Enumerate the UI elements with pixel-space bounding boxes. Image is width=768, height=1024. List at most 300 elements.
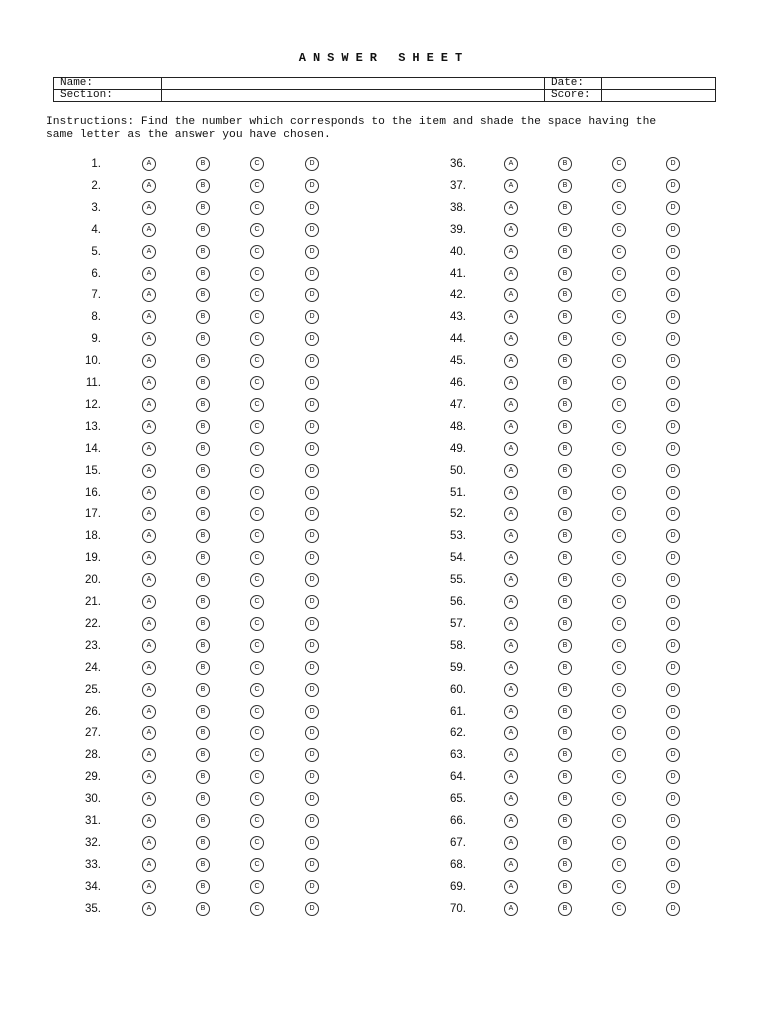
bubble-b[interactable]: B <box>196 464 210 478</box>
bubble-d[interactable]: D <box>666 683 680 697</box>
bubble-b[interactable]: B <box>196 726 210 740</box>
bubble-d[interactable]: D <box>666 354 680 368</box>
bubble-c[interactable]: C <box>612 595 626 609</box>
bubble-c[interactable]: C <box>612 310 626 324</box>
bubble-a[interactable]: A <box>142 617 156 631</box>
bubble-b[interactable]: B <box>196 770 210 784</box>
answer-row <box>0 507 768 525</box>
bubble-b[interactable]: B <box>558 245 572 259</box>
item-number: 56. <box>450 596 466 608</box>
bubble-c[interactable]: C <box>250 836 264 850</box>
bubble-a[interactable]: A <box>504 858 518 872</box>
bubble-b[interactable]: B <box>196 836 210 850</box>
bubble-c[interactable]: C <box>250 507 264 521</box>
bubble-b[interactable]: B <box>196 354 210 368</box>
bubble-a[interactable]: A <box>504 617 518 631</box>
bubble-a[interactable]: A <box>142 705 156 719</box>
answer-row <box>0 595 768 613</box>
bubble-b[interactable]: B <box>196 617 210 631</box>
bubble-b[interactable]: B <box>196 179 210 193</box>
bubble-b[interactable]: B <box>558 836 572 850</box>
bubble-d[interactable]: D <box>305 267 319 281</box>
bubble-b[interactable]: B <box>196 595 210 609</box>
bubble-b[interactable]: B <box>558 267 572 281</box>
bubble-c[interactable]: C <box>250 726 264 740</box>
bubble-a[interactable]: A <box>142 726 156 740</box>
bubble-c[interactable]: C <box>612 858 626 872</box>
bubble-a[interactable]: A <box>504 376 518 390</box>
bubble-a[interactable]: A <box>504 332 518 346</box>
bubble-d[interactable]: D <box>666 486 680 500</box>
bubble-d[interactable]: D <box>305 201 319 215</box>
bubble-c[interactable]: C <box>250 617 264 631</box>
bubble-d[interactable]: D <box>666 573 680 587</box>
bubble-d[interactable]: D <box>666 310 680 324</box>
bubble-c[interactable]: C <box>250 179 264 193</box>
bubble-d[interactable]: D <box>305 157 319 171</box>
bubble-b[interactable]: B <box>196 814 210 828</box>
bubble-b[interactable]: B <box>196 223 210 237</box>
bubble-c[interactable]: C <box>612 157 626 171</box>
bubble-d[interactable]: D <box>666 858 680 872</box>
bubble-b[interactable]: B <box>196 748 210 762</box>
bubble-a[interactable]: A <box>142 529 156 543</box>
bubble-a[interactable]: A <box>142 332 156 346</box>
answer-row <box>0 398 768 416</box>
bubble-d[interactable]: D <box>305 661 319 675</box>
bubble-b[interactable]: B <box>196 880 210 894</box>
bubble-c[interactable]: C <box>612 398 626 412</box>
bubble-d[interactable]: D <box>305 529 319 543</box>
bubble-b[interactable]: B <box>196 201 210 215</box>
bubble-b[interactable]: B <box>196 573 210 587</box>
bubble-d[interactable]: D <box>666 726 680 740</box>
bubble-a[interactable]: A <box>142 223 156 237</box>
item-number: 9. <box>91 333 101 346</box>
bubble-d[interactable]: D <box>666 770 680 784</box>
bubble-d[interactable]: D <box>666 902 680 916</box>
bubble-c[interactable]: C <box>612 836 626 850</box>
bubble-c[interactable]: C <box>612 551 626 565</box>
bubble-d[interactable]: D <box>305 639 319 653</box>
bubble-c[interactable]: C <box>250 420 264 434</box>
answer-row <box>0 705 768 723</box>
bubble-a[interactable]: A <box>142 398 156 412</box>
bubble-b[interactable]: B <box>558 310 572 324</box>
bubble-d[interactable]: D <box>666 529 680 543</box>
bubble-a[interactable]: A <box>142 354 156 368</box>
bubble-c[interactable]: C <box>612 792 626 806</box>
bubble-b[interactable]: B <box>196 683 210 697</box>
bubble-d[interactable]: D <box>666 551 680 565</box>
bubble-b[interactable]: B <box>196 245 210 259</box>
bubble-d[interactable]: D <box>666 245 680 259</box>
answer-row <box>0 683 768 701</box>
bubble-a[interactable]: A <box>504 661 518 675</box>
date-field[interactable] <box>602 78 716 90</box>
bubble-b[interactable]: B <box>558 529 572 543</box>
bubble-b[interactable]: B <box>558 157 572 171</box>
bubble-d[interactable]: D <box>666 201 680 215</box>
bubble-a[interactable]: A <box>504 288 518 302</box>
bubble-c[interactable]: C <box>612 486 626 500</box>
bubble-c[interactable]: C <box>612 573 626 587</box>
bubble-d[interactable]: D <box>305 464 319 478</box>
bubble-a[interactable]: A <box>504 748 518 762</box>
bubble-d[interactable]: D <box>305 770 319 784</box>
bubble-a[interactable]: A <box>504 245 518 259</box>
answer-row <box>0 617 768 635</box>
bubble-a[interactable]: A <box>142 661 156 675</box>
bubble-a[interactable]: A <box>142 573 156 587</box>
bubble-b[interactable]: B <box>558 814 572 828</box>
bubble-b[interactable]: B <box>196 902 210 916</box>
bubble-d[interactable]: D <box>305 420 319 434</box>
bubble-b[interactable]: B <box>196 858 210 872</box>
bubble-c[interactable]: C <box>612 617 626 631</box>
bubble-c[interactable]: C <box>612 420 626 434</box>
bubble-a[interactable]: A <box>504 398 518 412</box>
bubble-c[interactable]: C <box>250 880 264 894</box>
bubble-b[interactable]: B <box>196 420 210 434</box>
bubble-b[interactable]: B <box>196 551 210 565</box>
bubble-b[interactable]: B <box>558 464 572 478</box>
bubble-d[interactable]: D <box>666 836 680 850</box>
bubble-d[interactable]: D <box>666 814 680 828</box>
bubble-a[interactable]: A <box>504 705 518 719</box>
bubble-d[interactable]: D <box>305 245 319 259</box>
bubble-a[interactable]: A <box>142 157 156 171</box>
bubble-a[interactable]: A <box>504 201 518 215</box>
bubble-b[interactable]: B <box>196 376 210 390</box>
bubble-d[interactable]: D <box>666 442 680 456</box>
bubble-a[interactable]: A <box>142 420 156 434</box>
bubble-c[interactable]: C <box>250 332 264 346</box>
bubble-a[interactable]: A <box>504 310 518 324</box>
bubble-b[interactable]: B <box>558 792 572 806</box>
bubble-a[interactable]: A <box>142 814 156 828</box>
bubble-b[interactable]: B <box>558 639 572 653</box>
bubble-c[interactable]: C <box>612 223 626 237</box>
bubble-c[interactable]: C <box>250 486 264 500</box>
bubble-a[interactable]: A <box>142 748 156 762</box>
bubble-a[interactable]: A <box>142 376 156 390</box>
bubble-c[interactable]: C <box>250 157 264 171</box>
bubble-d[interactable]: D <box>666 376 680 390</box>
bubble-d[interactable]: D <box>666 661 680 675</box>
bubble-a[interactable]: A <box>504 551 518 565</box>
bubble-b[interactable]: B <box>558 201 572 215</box>
bubble-c[interactable]: C <box>250 376 264 390</box>
bubble-d[interactable]: D <box>305 376 319 390</box>
bubble-c[interactable]: C <box>612 245 626 259</box>
bubble-b[interactable]: B <box>196 507 210 521</box>
bubble-c[interactable]: C <box>250 529 264 543</box>
bubble-b[interactable]: B <box>196 705 210 719</box>
bubble-a[interactable]: A <box>504 880 518 894</box>
bubble-a[interactable]: A <box>504 902 518 916</box>
bubble-c[interactable]: C <box>612 902 626 916</box>
bubble-d[interactable]: D <box>666 267 680 281</box>
bubble-c[interactable]: C <box>250 770 264 784</box>
bubble-c[interactable]: C <box>612 661 626 675</box>
bubble-a[interactable]: A <box>142 179 156 193</box>
bubble-c[interactable]: C <box>250 814 264 828</box>
bubble-c[interactable]: C <box>612 705 626 719</box>
bubble-a[interactable]: A <box>504 814 518 828</box>
bubble-c[interactable]: C <box>612 267 626 281</box>
bubble-b[interactable]: B <box>558 880 572 894</box>
bubble-a[interactable]: A <box>142 902 156 916</box>
bubble-b[interactable]: B <box>558 858 572 872</box>
bubble-c[interactable]: C <box>612 814 626 828</box>
bubble-b[interactable]: B <box>558 705 572 719</box>
bubble-b[interactable]: B <box>558 179 572 193</box>
bubble-d[interactable]: D <box>305 748 319 762</box>
answer-row <box>0 858 768 876</box>
bubble-d[interactable]: D <box>305 880 319 894</box>
bubble-d[interactable]: D <box>666 223 680 237</box>
bubble-b[interactable]: B <box>558 726 572 740</box>
bubble-b[interactable]: B <box>558 288 572 302</box>
bubble-c[interactable]: C <box>250 310 264 324</box>
bubble-c[interactable]: C <box>250 792 264 806</box>
bubble-c[interactable]: C <box>612 288 626 302</box>
bubble-a[interactable]: A <box>504 420 518 434</box>
bubble-b[interactable]: B <box>558 420 572 434</box>
bubble-a[interactable]: A <box>504 836 518 850</box>
bubble-c[interactable]: C <box>612 376 626 390</box>
bubble-a[interactable]: A <box>142 639 156 653</box>
bubble-b[interactable]: B <box>558 617 572 631</box>
bubble-d[interactable]: D <box>666 705 680 719</box>
bubble-d[interactable]: D <box>305 398 319 412</box>
bubble-a[interactable]: A <box>142 858 156 872</box>
bubble-b[interactable]: B <box>558 332 572 346</box>
bubble-a[interactable]: A <box>142 464 156 478</box>
name-field[interactable] <box>162 78 545 90</box>
bubble-c[interactable]: C <box>612 529 626 543</box>
bubble-b[interactable]: B <box>558 661 572 675</box>
bubble-a[interactable]: A <box>142 507 156 521</box>
bubble-d[interactable]: D <box>305 726 319 740</box>
bubble-c[interactable]: C <box>250 223 264 237</box>
bubble-b[interactable]: B <box>558 486 572 500</box>
bubble-a[interactable]: A <box>142 792 156 806</box>
bubble-a[interactable]: A <box>142 245 156 259</box>
bubble-a[interactable]: A <box>504 507 518 521</box>
bubble-d[interactable]: D <box>666 507 680 521</box>
bubble-c[interactable]: C <box>250 354 264 368</box>
bubble-b[interactable]: B <box>558 376 572 390</box>
bubble-b[interactable]: B <box>196 442 210 456</box>
bubble-a[interactable]: A <box>142 288 156 302</box>
bubble-a[interactable]: A <box>504 223 518 237</box>
bubble-b[interactable]: B <box>196 661 210 675</box>
bubble-b[interactable]: B <box>196 157 210 171</box>
bubble-d[interactable]: D <box>666 332 680 346</box>
bubble-d[interactable]: D <box>305 223 319 237</box>
bubble-b[interactable]: B <box>196 288 210 302</box>
bubble-a[interactable]: A <box>504 157 518 171</box>
bubble-c[interactable]: C <box>612 201 626 215</box>
bubble-a[interactable]: A <box>504 529 518 543</box>
item-number: 12. <box>85 398 101 411</box>
bubble-a[interactable]: A <box>504 639 518 653</box>
bubble-d[interactable]: D <box>666 464 680 478</box>
bubble-c[interactable]: C <box>250 245 264 259</box>
bubble-c[interactable]: C <box>250 902 264 916</box>
bubble-c[interactable]: C <box>612 726 626 740</box>
bubble-c[interactable]: C <box>250 748 264 762</box>
bubble-c[interactable]: C <box>250 288 264 302</box>
bubble-c[interactable]: C <box>250 683 264 697</box>
bubble-c[interactable]: C <box>250 464 264 478</box>
page-title: ANSWER SHEET <box>298 51 470 65</box>
score-field[interactable] <box>602 90 716 102</box>
bubble-d[interactable]: D <box>305 683 319 697</box>
bubble-c[interactable]: C <box>612 748 626 762</box>
bubble-d[interactable]: D <box>305 507 319 521</box>
bubble-a[interactable]: A <box>504 442 518 456</box>
bubble-b[interactable]: B <box>196 398 210 412</box>
bubble-a[interactable]: A <box>504 683 518 697</box>
bubble-a[interactable]: A <box>142 836 156 850</box>
bubble-c[interactable]: C <box>250 639 264 653</box>
bubble-a[interactable]: A <box>142 267 156 281</box>
bubble-c[interactable]: C <box>250 573 264 587</box>
bubble-d[interactable]: D <box>305 551 319 565</box>
item-number: 10. <box>85 355 101 368</box>
bubble-c[interactable]: C <box>250 595 264 609</box>
bubble-a[interactable]: A <box>142 201 156 215</box>
bubble-b[interactable]: B <box>196 332 210 346</box>
section-field[interactable] <box>162 90 545 102</box>
bubble-c[interactable]: C <box>612 179 626 193</box>
bubble-b[interactable]: B <box>196 639 210 653</box>
item-number: 13. <box>85 420 101 433</box>
bubble-b[interactable]: B <box>558 223 572 237</box>
bubble-c[interactable]: C <box>612 332 626 346</box>
bubble-c[interactable]: C <box>612 507 626 521</box>
bubble-a[interactable]: A <box>142 595 156 609</box>
bubble-a[interactable]: A <box>142 683 156 697</box>
bubble-a[interactable]: A <box>504 486 518 500</box>
bubble-d[interactable]: D <box>305 573 319 587</box>
bubble-a[interactable]: A <box>142 880 156 894</box>
bubble-d[interactable]: D <box>666 748 680 762</box>
item-number: 7. <box>91 289 101 302</box>
bubble-d[interactable]: D <box>666 617 680 631</box>
bubble-c[interactable]: C <box>250 705 264 719</box>
bubble-d[interactable]: D <box>666 792 680 806</box>
bubble-d[interactable]: D <box>666 639 680 653</box>
bubble-a[interactable]: A <box>504 267 518 281</box>
bubble-d[interactable]: D <box>305 617 319 631</box>
bubble-d[interactable]: D <box>666 157 680 171</box>
bubble-d[interactable]: D <box>666 179 680 193</box>
bubble-a[interactable]: A <box>142 442 156 456</box>
bubble-c[interactable]: C <box>250 398 264 412</box>
bubble-c[interactable]: C <box>612 683 626 697</box>
bubble-d[interactable]: D <box>305 814 319 828</box>
bubble-a[interactable]: A <box>504 573 518 587</box>
bubble-b[interactable]: B <box>558 770 572 784</box>
bubble-d[interactable]: D <box>305 179 319 193</box>
bubble-b[interactable]: B <box>196 792 210 806</box>
bubble-a[interactable]: A <box>504 770 518 784</box>
bubble-c[interactable]: C <box>250 267 264 281</box>
bubble-b[interactable]: B <box>196 486 210 500</box>
bubble-a[interactable]: A <box>504 726 518 740</box>
bubble-d[interactable]: D <box>305 442 319 456</box>
bubble-a[interactable]: A <box>504 464 518 478</box>
bubble-c[interactable]: C <box>612 464 626 478</box>
bubble-b[interactable]: B <box>558 683 572 697</box>
bubble-c[interactable]: C <box>250 201 264 215</box>
bubble-a[interactable]: A <box>142 770 156 784</box>
bubble-d[interactable]: D <box>666 420 680 434</box>
bubble-d[interactable]: D <box>305 354 319 368</box>
bubble-b[interactable]: B <box>558 551 572 565</box>
bubble-b[interactable]: B <box>196 267 210 281</box>
bubble-d[interactable]: D <box>666 398 680 412</box>
bubble-d[interactable]: D <box>305 836 319 850</box>
bubble-a[interactable]: A <box>504 179 518 193</box>
bubble-c[interactable]: C <box>612 442 626 456</box>
bubble-d[interactable]: D <box>305 332 319 346</box>
bubble-a[interactable]: A <box>504 792 518 806</box>
bubble-d[interactable]: D <box>666 595 680 609</box>
bubble-c[interactable]: C <box>612 770 626 784</box>
bubble-a[interactable]: A <box>142 551 156 565</box>
bubble-b[interactable]: B <box>558 748 572 762</box>
bubble-a[interactable]: A <box>504 354 518 368</box>
bubble-d[interactable]: D <box>666 880 680 894</box>
bubble-c[interactable]: C <box>250 551 264 565</box>
bubble-c[interactable]: C <box>250 661 264 675</box>
bubble-b[interactable]: B <box>196 529 210 543</box>
bubble-d[interactable]: D <box>305 705 319 719</box>
bubble-b[interactable]: B <box>558 595 572 609</box>
bubble-c[interactable]: C <box>612 354 626 368</box>
bubble-d[interactable]: D <box>305 792 319 806</box>
bubble-d[interactable]: D <box>666 288 680 302</box>
bubble-b[interactable]: B <box>558 573 572 587</box>
bubble-c[interactable]: C <box>250 858 264 872</box>
bubble-d[interactable]: D <box>305 288 319 302</box>
bubble-d[interactable]: D <box>305 486 319 500</box>
bubble-d[interactable]: D <box>305 310 319 324</box>
bubble-b[interactable]: B <box>196 310 210 324</box>
answer-row <box>0 245 768 263</box>
bubble-c[interactable]: C <box>250 442 264 456</box>
bubble-b[interactable]: B <box>558 354 572 368</box>
bubble-d[interactable]: D <box>305 858 319 872</box>
bubble-a[interactable]: A <box>142 486 156 500</box>
bubble-c[interactable]: C <box>612 639 626 653</box>
bubble-d[interactable]: D <box>305 595 319 609</box>
bubble-d[interactable]: D <box>305 902 319 916</box>
bubble-c[interactable]: C <box>612 880 626 894</box>
bubble-b[interactable]: B <box>558 442 572 456</box>
bubble-b[interactable]: B <box>558 902 572 916</box>
bubble-a[interactable]: A <box>142 310 156 324</box>
item-number: 49. <box>450 442 466 455</box>
bubble-a[interactable]: A <box>504 595 518 609</box>
bubble-b[interactable]: B <box>558 507 572 521</box>
bubble-b[interactable]: B <box>558 398 572 412</box>
